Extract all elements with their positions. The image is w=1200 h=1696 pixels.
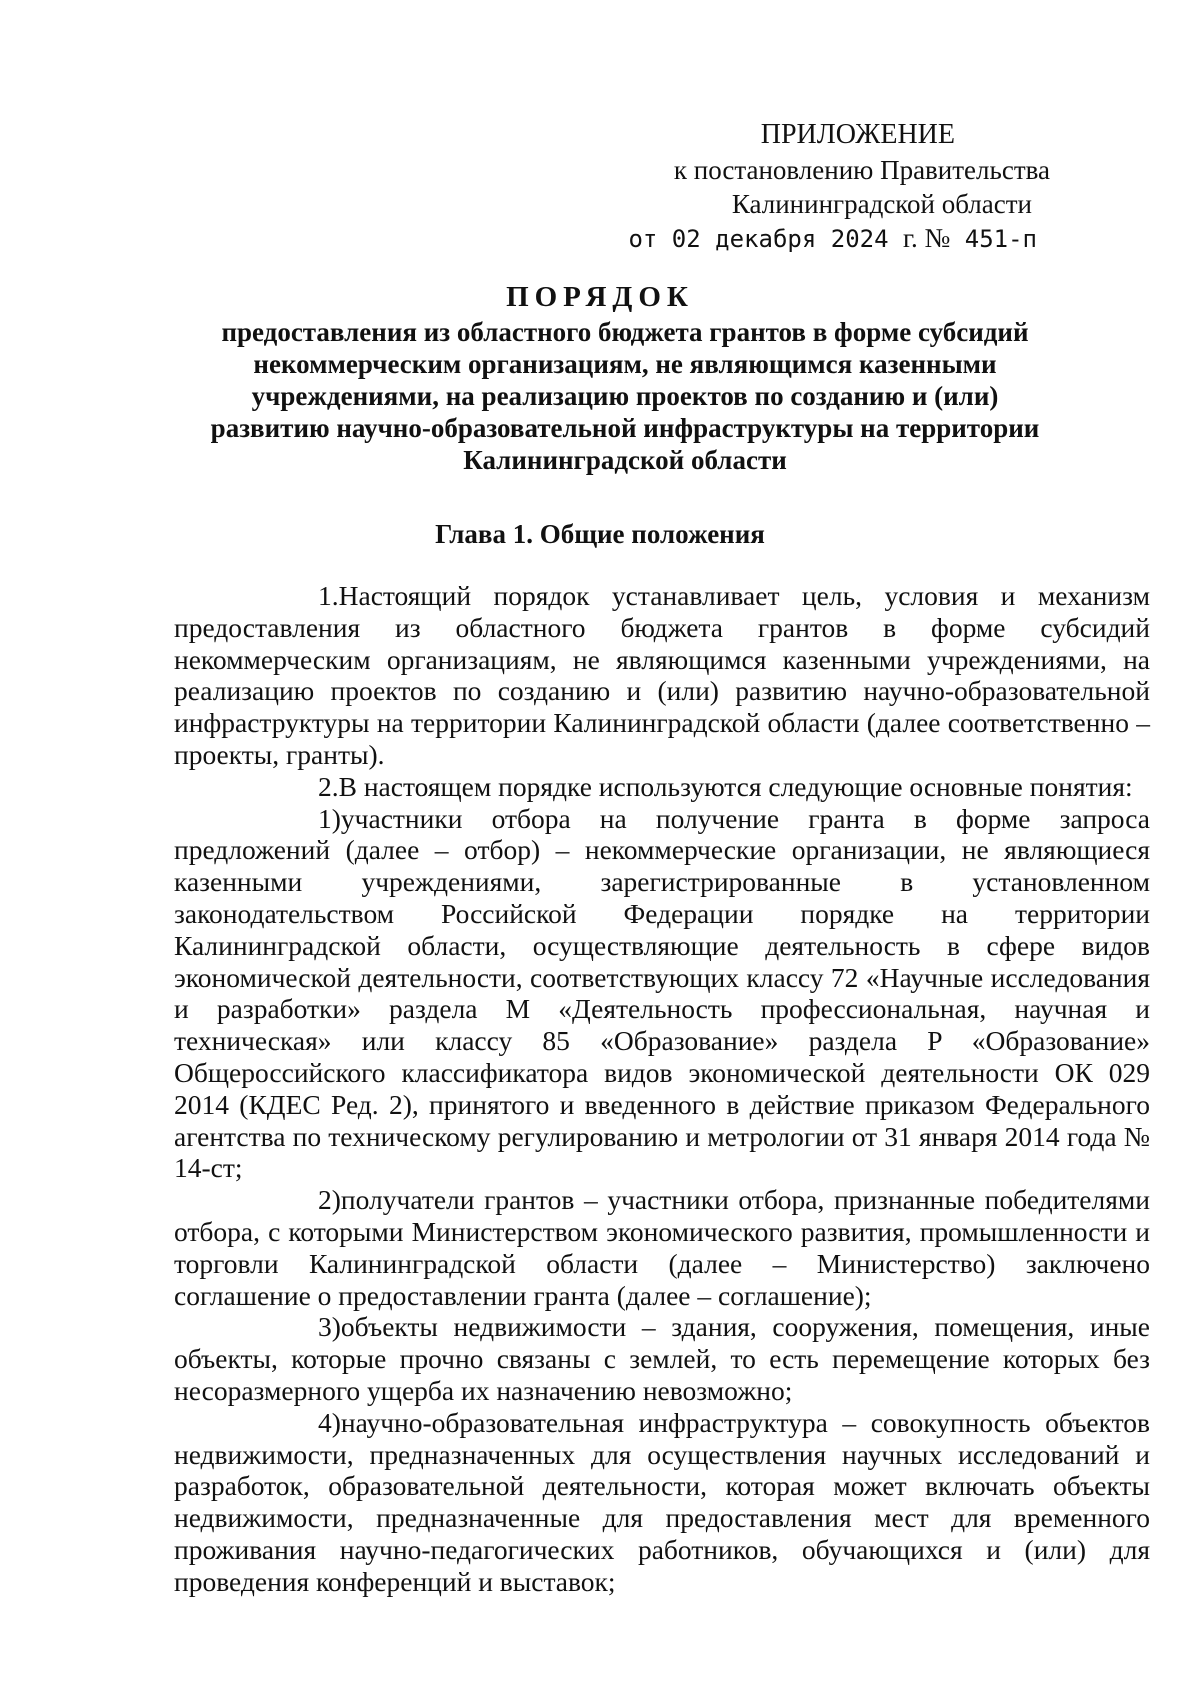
paragraph-text: В настоящем порядке используются следующие основные понятия: (338, 770, 1133, 802)
paragraph-text: объекты недвижимости – здания, сооружения, помещения, иные объекты, которые прочно связаны с землей, то есть перемещение которых без несоразмерного ущерба их назначению невозможно; (174, 1311, 1150, 1406)
paragraph-text: научно-образовательная инфраструктура – совокупность объектов недвижимости, предназначенных для осуществления научных исследований и разработок, образовательной деятельности, которая может включать объекты недвижимости, предназначенные для предоставления мест для временного проживания научно-педагогических работников, обучающихся и (или) для проведения конференций и выставок; (174, 1406, 1150, 1597)
paragraph (174, 771, 1150, 803)
paragraph (174, 580, 1150, 771)
document-title: ПОРЯДОК (506, 281, 694, 313)
paragraph-marker: 2. (318, 770, 339, 802)
attachment-label: ПРИЛОЖЕНИЕ (760, 119, 955, 150)
date-value: 02 декабря 2024 (671, 225, 889, 253)
resolution-number: 451-п (964, 225, 1037, 253)
paragraph-text: участники отбора на получение гранта в форме запроса предложений (далее – отбор) – некоммерческие организации, не являющиеся казенными учреждениями, зарегистрированные в установленном законодательством Российской Федерации порядке на территории Калининградской области, осуществляющие деятельность в сфере видов экономической деятельности, соответствующих классу 72 «Научные исследования и разработки» раздела M «Деятельность профессиональная, научная и техническая» или классу 85 «Образование» раздела P «Образование» Общероссийского классификатора видов экономической деятельности ОК 029 2014 (КДЕС Ред. 2), принятого и введенного в действие приказом Федерального агентства по техническому регулированию и метрологии от 31 января 2014 года № 14-ст; (174, 802, 1150, 1184)
paragraph (174, 803, 1150, 1185)
paragraph-text: Настоящий порядок устанавливает цель, условия и механизм предоставления из областного бюджета грантов в форме субсидий некоммерческим организациям, не являющимся казенными учреждениями, на реализацию проектов по созданию и (или) развитию научно-образовательной инфраструктуры на территории Калининградской области (далее соответственно – проекты, гранты). (174, 580, 1150, 770)
attachment-resolution-line: к постановлению Правительства (673, 155, 1050, 185)
paragraph-marker: 3) (318, 1311, 341, 1343)
document-subtitle: предоставления из областного бюджета грантов в форме субсидий некоммерческим организациям, не являющимся казенными учреждениями, на реализацию проектов по созданию и (или) развитию научно-образовательной инфраструктуры на территории Калининградской области (210, 317, 1040, 475)
paragraph-marker: 2) (318, 1184, 341, 1216)
date-prefix: от (628, 225, 658, 253)
paragraph-marker: 4) (318, 1406, 341, 1438)
paragraph-marker: 1) (318, 802, 341, 834)
date-year-suffix: г. № (903, 223, 951, 253)
document-body (174, 580, 1150, 1598)
attachment-date-line (628, 225, 1037, 252)
attachment-region-line: Калининградской области (731, 189, 1032, 219)
paragraph (174, 1184, 1150, 1311)
paragraph-text: получатели грантов – участники отбора, признанные победителями отбора, с которыми Министерством экономического развития, промышленности и торговли Калининградской области (далее – Министерство) заключено соглашение о предоставлении гранта (далее – соглашение); (174, 1184, 1150, 1311)
paragraph (174, 1407, 1150, 1598)
paragraph (174, 1311, 1150, 1406)
chapter-heading: Глава 1. Общие положения (435, 519, 765, 549)
paragraph-marker: 1. (318, 580, 339, 611)
